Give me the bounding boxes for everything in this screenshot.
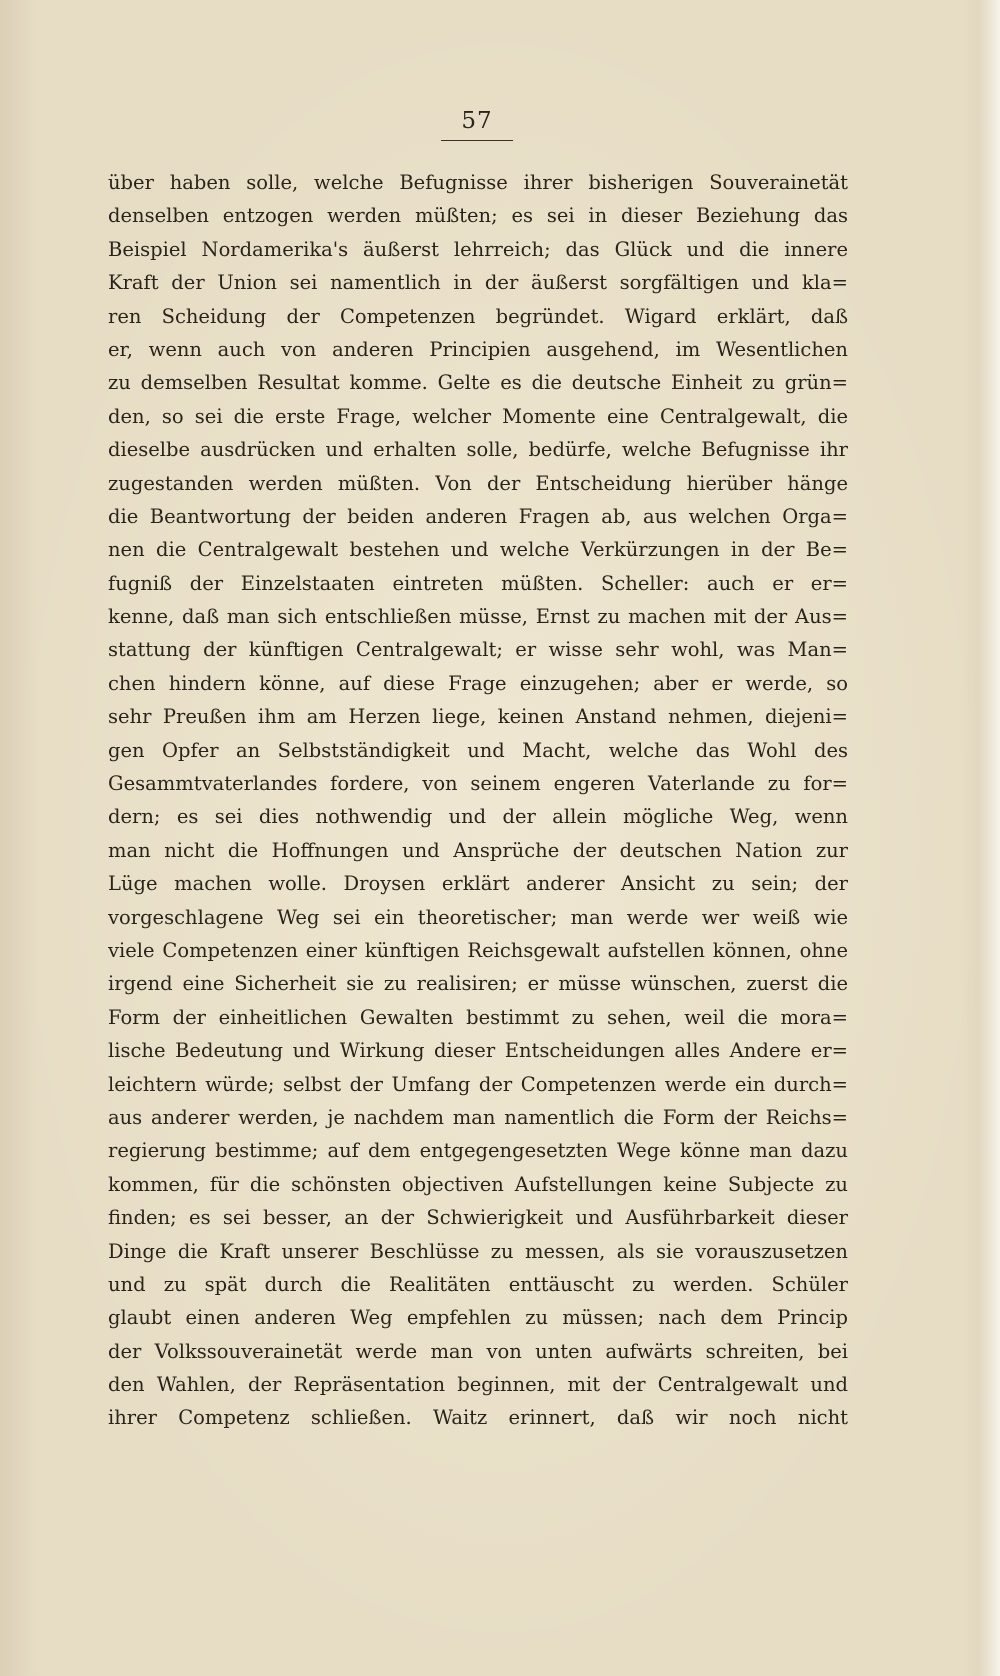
text-line: stattung der künftigen Centralgewalt; er wisse sehr wohl, was Man= — [108, 638, 848, 662]
text-line: denselben entzogen werden müßten; es sei in dieser Beziehung das — [108, 204, 848, 228]
text-line: die Beantwortung der beiden anderen Fragen ab, aus welchen Orga= — [108, 504, 848, 528]
header-rule — [441, 140, 513, 141]
text-line: Form der einheitlichen Gewalten bestimmt zu sehen, weil die mora= — [108, 1005, 848, 1029]
text-line: vorgeschlagene Weg sei ein theoretischer; man werde wer weiß wie — [108, 905, 848, 929]
text-line: sehr Preußen ihm am Herzen liege, keinen Anstand nehmen, diejeni= — [108, 705, 848, 729]
text-line: dieselbe ausdrücken und erhalten solle, bedürfe, welche Befugnisse ihr — [108, 438, 848, 462]
text-line: finden; es sei besser, an der Schwierigkeit und Ausführbarkeit dieser — [108, 1206, 848, 1230]
text-line: viele Competenzen einer künftigen Reichsgewalt aufstellen können, ohne — [108, 938, 848, 962]
text-line: Kraft der Union sei namentlich in der äußerst sorgfältigen und kla= — [108, 271, 848, 295]
text-line: kommen, für die schönsten objectiven Aufstellungen keine Subjecte zu — [108, 1172, 848, 1196]
text-line: dern; es sei dies nothwendig und der allein mögliche Weg, wenn — [108, 805, 848, 829]
text-line: irgend eine Sicherheit sie zu realisiren; er müsse wünschen, zuerst die — [108, 972, 848, 996]
text-line: nen die Centralgewalt bestehen und welche Verkürzungen in der Be= — [108, 538, 848, 562]
text-line: zugestanden werden müßten. Von der Entscheidung hierüber hänge — [108, 471, 848, 495]
text-line: kenne, daß man sich entschließen müsse, Ernst zu machen mit der Aus= — [108, 605, 848, 629]
text-line: über haben solle, welche Befugnisse ihrer bisherigen Souverainetät — [108, 171, 848, 194]
page-edge — [978, 0, 1000, 1676]
text-line: gen Opfer an Selbstständigkeit und Macht, welche das Wohl des — [108, 738, 848, 762]
text-line: er, wenn auch von anderen Principien ausgehend, im Wesentlichen — [108, 337, 848, 361]
text-line: Beispiel Nordamerika's äußerst lehrreich; das Glück und die innere — [108, 237, 848, 261]
text-line: aus anderer werden, je nachdem man namentlich die Form der Reichs= — [108, 1105, 848, 1129]
text-line: Gesammtvaterlandes fordere, von seinem engeren Vaterlande zu for= — [108, 772, 848, 796]
text-line: Dinge die Kraft unserer Beschlüsse zu messen, als sie vorauszusetzen — [108, 1239, 848, 1263]
text-line: ihrer Competenz schließen. Waitz erinnert, daß wir noch nicht — [108, 1406, 848, 1430]
text-line: und zu spät durch die Realitäten enttäuscht zu werden. Schüler — [108, 1272, 848, 1296]
text-line: zu demselben Resultat komme. Gelte es die deutsche Einheit zu grün= — [108, 371, 848, 395]
text-line: fugniß der Einzelstaaten eintreten müßten. Scheller: auch er er= — [108, 571, 848, 595]
text-line: man nicht die Hoffnungen und Ansprüche der deutschen Nation zur — [108, 838, 848, 862]
text-line: ren Scheidung der Competenzen begründet. Wigard erklärt, daß — [108, 304, 848, 328]
text-line: den, so sei die erste Frage, welcher Momente eine Centralgewalt, die — [108, 404, 848, 428]
text-line: regierung bestimme; auf dem entgegengesetzten Wege könne man dazu — [108, 1139, 848, 1163]
text-line: glaubt einen anderen Weg empfehlen zu müssen; nach dem Princip — [108, 1306, 848, 1330]
body-text — [108, 166, 848, 1435]
text-line: lische Bedeutung und Wirkung dieser Entscheidungen alles Andere er= — [108, 1039, 848, 1063]
text-line: den Wahlen, der Repräsentation beginnen, mit der Centralgewalt und — [108, 1373, 848, 1397]
page-number: 57 — [461, 108, 493, 134]
text-line: der Volkssouverainetät werde man von unten aufwärts schreiten, bei — [108, 1339, 848, 1363]
text-line: leichtern würde; selbst der Umfang der Competenzen werde ein durch= — [108, 1072, 848, 1096]
text-line: chen hindern könne, auf diese Frage einzugehen; aber er werde, so — [108, 671, 848, 695]
text-line: Lüge machen wolle. Droysen erklärt anderer Ansicht zu sein; der — [108, 872, 848, 896]
